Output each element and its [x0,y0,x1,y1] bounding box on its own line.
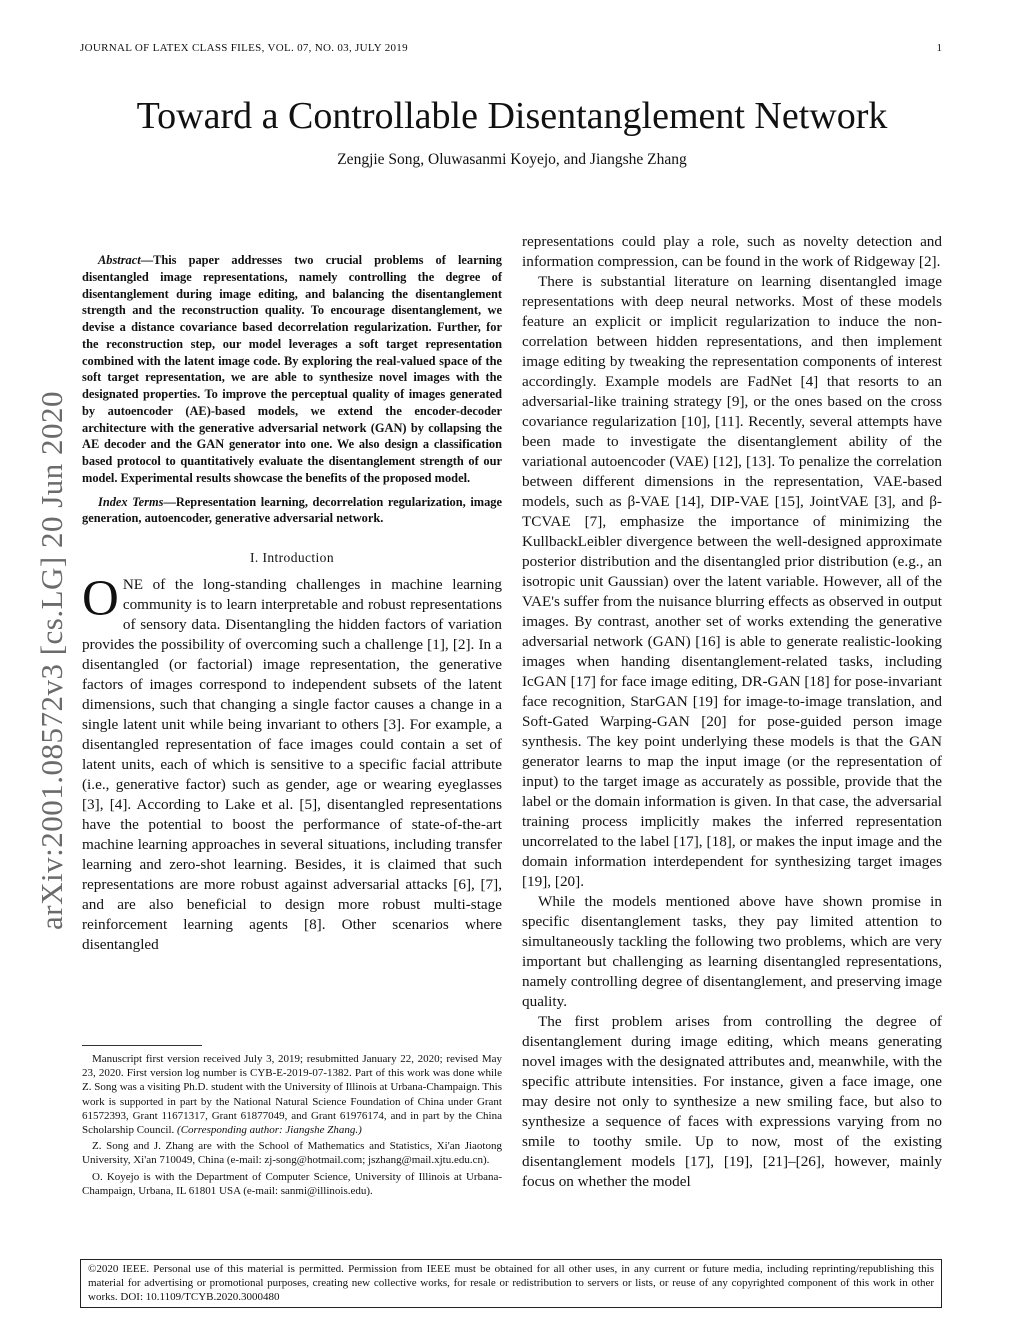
copyright-notice: ©2020 IEEE. Personal use of this material is permitted. Permission from IEEE must be obtained for all other uses, in any current or future media, including reprinting/republishing this material for advertising or promotional purposes, creating new collective works, for resale or redistribution to servers or lists, or reuse of any copyrighted component of this work in other works. DOI: 10.1109/TCYB.2020.3000480 [80,1259,942,1308]
footnote-corresponding-author: (Corresponding author: Jiangshe Zhang.) [177,1124,362,1137]
running-header: JOURNAL OF LATEX CLASS FILES, VOL. 07, NO. 03, JULY 2019 [80,42,408,54]
footnote-divider [82,1045,202,1046]
intro-paragraph-1-text: NE of the long-standing challenges in machine learning community is to learn interpretable and robust representations of sensory data. Disentangling the hidden factors of variation provides the possibility of overcoming such a challenge [1], [2]. In a disentangled (or factorial) image representation, the generative factors of images correspond to independent subsets of the latent dimensions, such that changing a single factor causes a change in a single latent unit while being invariant to others [3]. For example, a disentangled representation of face images could contain a set of latent units, each of which is sensitive to a specific facial attribute (i.e., generative factor) such as gender, age or wearing eyeglasses [3], [4]. According to Lake et al. [5], disentangled representations have the potential to boost the performance of state-of-the-art machine learning approaches in several situations, including transfer learning and zero-shot learning. Besides, it is claimed that such representations are more robust against adversarial attacks [6], [7], and are also beneficial to design more robust multi-stage reinforcement learning agents [8]. Other scenarios where disentangled [82,576,502,953]
paper-title: Toward a Controllable Disentanglement Network [136,95,888,137]
index-terms-label: Index Terms [98,494,164,509]
footnote-affiliation-song-zhang: Z. Song and J. Zhang are with the School of Mathematics and Statistics, Xi'an Jiaotong University, Xi'an 710049, China (e-mail: zj-song@hotmail.com; jszhang@mail.xjtu.edu.cn). [82,1140,502,1167]
left-column [82,252,502,955]
footnote-affiliation-koyejo: O. Koyejo is with the Department of Computer Science, University of Illinois at Urbana-Champaign, Urbana, IL 61801 USA (e-mail: sanmi@illinois.edu). [82,1170,502,1197]
right-column [522,232,942,1192]
intro-paragraph-3: While the models mentioned above have shown promise in specific disentanglement tasks, they pay limited attention to simultaneously tackling the following two problems, which are very important but challenging as learning disentangled representations, namely controlling degree of disentanglement, and preserving image quality. [522,893,942,1010]
index-terms [82,494,502,528]
abstract-text: This paper addresses two crucial problems of learning disentangled image representations, namely controlling the degree of disentanglement during image editing, and balancing the disentanglement strength and the reconstruction quality. To encourage disentanglement, we devise a distance covariance based decorrelation regularization. Further, for the reconstruction step, our model leverages a soft target representation combined with the latent image code. By exploring the real-valued space of the soft target representation, we are able to synthesize novel images with the designated properties. To improve the perceptual quality of images generated by autoencoder (AE)-based models, we extend the encoder-decoder architecture with the generative adversarial network (GAN) by collapsing the AE decoder and the GAN generator into one. We also design a classification based protocol to quantitatively evaluate the disentanglement strength of our model. Experimental results showcase the benefits of the proposed model. [82,253,502,485]
index-terms-dash: — [163,494,176,509]
author-list: Zengjie Song, Oluwasanmi Koyejo, and Jiangshe Zhang [337,151,687,168]
footnotes [82,1052,502,1200]
footnote-manuscript [82,1052,502,1137]
intro-paragraph-1 [82,571,502,955]
section-heading-introduction: I. Introduction [250,550,334,565]
intro-paragraph-continued: representations could play a role, such as novelty detection and information compression, can be found in the work of Ridgeway [2]. [522,233,942,270]
page-number: 1 [936,42,942,54]
abstract-label: Abstract [98,253,141,267]
footnote-manuscript-text: Manuscript first version received July 3, 2019; resubmitted January 22, 2020; revised May 23, 2020. First version log number is CYB-E-2019-07-1382. Part of this work was done while Z. Song was a visiting Ph.D. student with the University of Illinois at Urbana-Champaign. This work is supported in part by the National Natural Science Foundation of China under Grant 61572393, Grant 11671317, Grant 61877049, and Grant 61976174, and in part by the China Scholarship Council. [82,1053,502,1137]
intro-paragraph-2: There is substantial literature on learning disentangled image representations with deep neural networks. Most of these models feature an explicit or implicit regularization to induce the non-correlation between hidden representations, and then implement image editing by tweaking the representation components of interest accordingly. Example models are FadNet [4] that resorts to an adversarial-like training strategy [9], or the ones based on the cross covariance regularization [10], [11]. Recently, several attempts have been made to investigate the disentanglement ability of the variational autoencoder (VAE) [12], [13]. To penalize the correlation between different dimensions in the representation, VAE-based models, such as β-VAE [14], DIP-VAE [15], JointVAE [3], and β-TCVAE [7], emphasize the importance of minimizing the KullbackLeibler divergence between the well-designed approximate posterior distribution and the disentangled prior distribution (e.g., an isotropic unit Gaussian) over the latent variable. However, all of the VAE's suffer from the nuisance blurring effects as observed in output images. By contrast, another set of works extending the generative adversarial network (GAN) [16] is able to generate realistic-looking images when handing disentanglement-related tasks, including IcGAN [17] for face image editing, DR-GAN [18] for pose-invariant face recognition, StarGAN [19] for image-to-image translation, and Soft-Gated Warping-GAN [20] for pose-guided person image synthesis. The key point underlying these models is that the GAN generator learns to map the input image (or the representation of input) to the target image as accurately as possible, provide that the label or the domain information is given. In that case, the adversarial training process implicitly makes the inferred representation uncorrelated to the label [17], [18], or makes the input image and the domain information interdependent for synthesizing target images [19], [20]. [522,273,942,890]
abstract-dash: — [140,253,154,267]
index-terms-text: Representation learning, decorrelation regularization, image generation, autoencoder, generative adversarial network. [82,494,503,526]
abstract [82,252,502,487]
intro-paragraph-4: The first problem arises from controlling the degree of disentanglement during image editing, which means generating novel images with the designated attributes and, meanwhile, with the specific attribute intensities. For instance, given a face image, one may desire not only to synthesize a new smiling face, but also to synthesize a sequence of faces with expressions varying from no smile to toothy smile. Up to now, most of the existing disentanglement models [17], [19], [21]–[26], however, mainly focus on whether the model [522,1013,942,1190]
drop-cap: O [82,571,119,627]
arxiv-identifier: arXiv:2001.08572v3 [cs.LG] 20 Jun 2020 [34,390,69,930]
